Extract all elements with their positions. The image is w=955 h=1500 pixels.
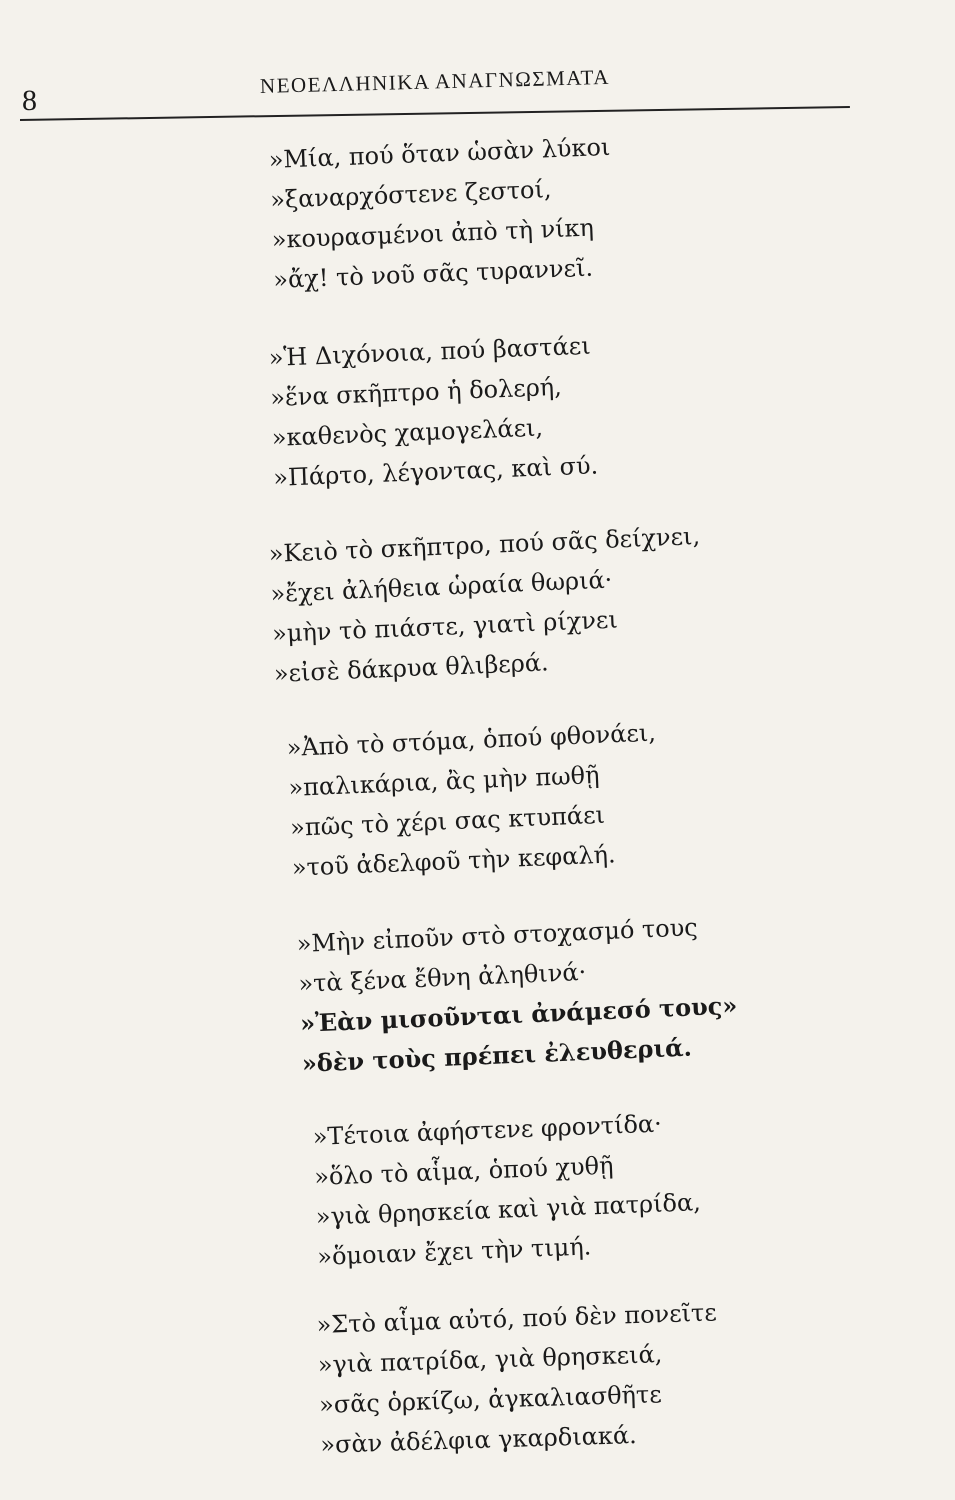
stanza bbox=[268, 516, 706, 694]
verse-line: »γιὰ πατρίδα, γιὰ θρησκειά, bbox=[317, 1340, 663, 1379]
verse-line: »καθενὸς χαμογελάει, bbox=[271, 413, 544, 452]
verse-line: »Τέτοια ἀφήστενε φροντίδα· bbox=[312, 1109, 663, 1151]
verse-line: »ἕνα σκῆπτρο ἡ δολερή, bbox=[269, 372, 563, 412]
stanza bbox=[312, 1102, 703, 1277]
verse-line: »Ἡ Διχόνοια, πού βαστάει bbox=[268, 331, 592, 372]
stanza bbox=[268, 326, 599, 498]
verse-line: »τοῦ ἀδελφοῦ τὴν κεφαλή. bbox=[291, 840, 617, 882]
verse-line: »Πάρτο, λέγοντας, καὶ σύ. bbox=[272, 451, 599, 492]
stanza bbox=[296, 906, 740, 1084]
verse-line: »Μὴν εἰποῦν στὸ στοχασμό τους bbox=[296, 913, 699, 958]
verse-line: »σᾶς ὁρκίζω, ἀγκαλιασθῆτε bbox=[318, 1380, 663, 1419]
stanza bbox=[286, 713, 662, 888]
page-number: 8 bbox=[22, 84, 37, 117]
verse-line: »σὰν ἀδέλφια γκαρδιακά. bbox=[319, 1420, 638, 1459]
verse-line: »ἄχ! τὸ νοῦ σᾶς τυραννεῖ. bbox=[272, 253, 594, 294]
running-title: ΝΕΟΕΛΛΗΝΙΚΑ ΑΝΑΓΝΩΣΜΑΤΑ bbox=[259, 64, 611, 98]
verse-line: »ὅλο τὸ αἷμα, ὁπού χυθῇ bbox=[313, 1151, 614, 1191]
verse-line: »τὰ ξένα ἔθνη ἀληθινά· bbox=[297, 957, 587, 998]
stanza bbox=[268, 127, 616, 300]
verse-line: »μὴν τὸ πιάστε, γιατὶ ρίχνει bbox=[271, 605, 619, 648]
verse-line: »Στὸ αἷμα αὐτό, πού δὲν πονεῖτε bbox=[316, 1298, 718, 1339]
verse-line: »γιὰ θρησκεία καὶ γιὰ πατρίδα, bbox=[315, 1188, 702, 1231]
verse-line: »Μία, πού ὅταν ὡσὰν λύκοι bbox=[268, 132, 611, 174]
verse-line: »πῶς τὸ χέρι σας κτυπάει bbox=[289, 800, 606, 842]
verse-line: »κουρασμένοι ἀπὸ τὴ νίκη bbox=[271, 213, 595, 254]
verse-line: »ὅμοιαν ἔχει τὴν τιμή. bbox=[316, 1232, 592, 1271]
verse-line: »Ἀπὸ τὸ στόμα, ὁπού φθονάει, bbox=[286, 718, 657, 762]
stanza bbox=[316, 1292, 721, 1464]
verse-line: »ξαναρχόστενε ζεστοί, bbox=[269, 175, 552, 214]
verse-line: »ἔχει ἀλήθεια ὡραία θωριά· bbox=[269, 565, 613, 608]
verse-line: »Κειὸ τὸ σκῆπτρο, πού σᾶς δείχνει, bbox=[268, 521, 701, 568]
verse-line: »εἰσὲ δάκρυα θλιβερά. bbox=[273, 648, 550, 688]
verse-line: »παλικάρια, ἂς μὴν πωθῇ bbox=[287, 760, 600, 802]
verse-line: »δὲν τοὺς πρέπει ἐλευθεριά. bbox=[301, 1032, 693, 1078]
verse-line: »Ἐὰν μισοῦνται ἀνάμεσό τους» bbox=[299, 990, 738, 1038]
